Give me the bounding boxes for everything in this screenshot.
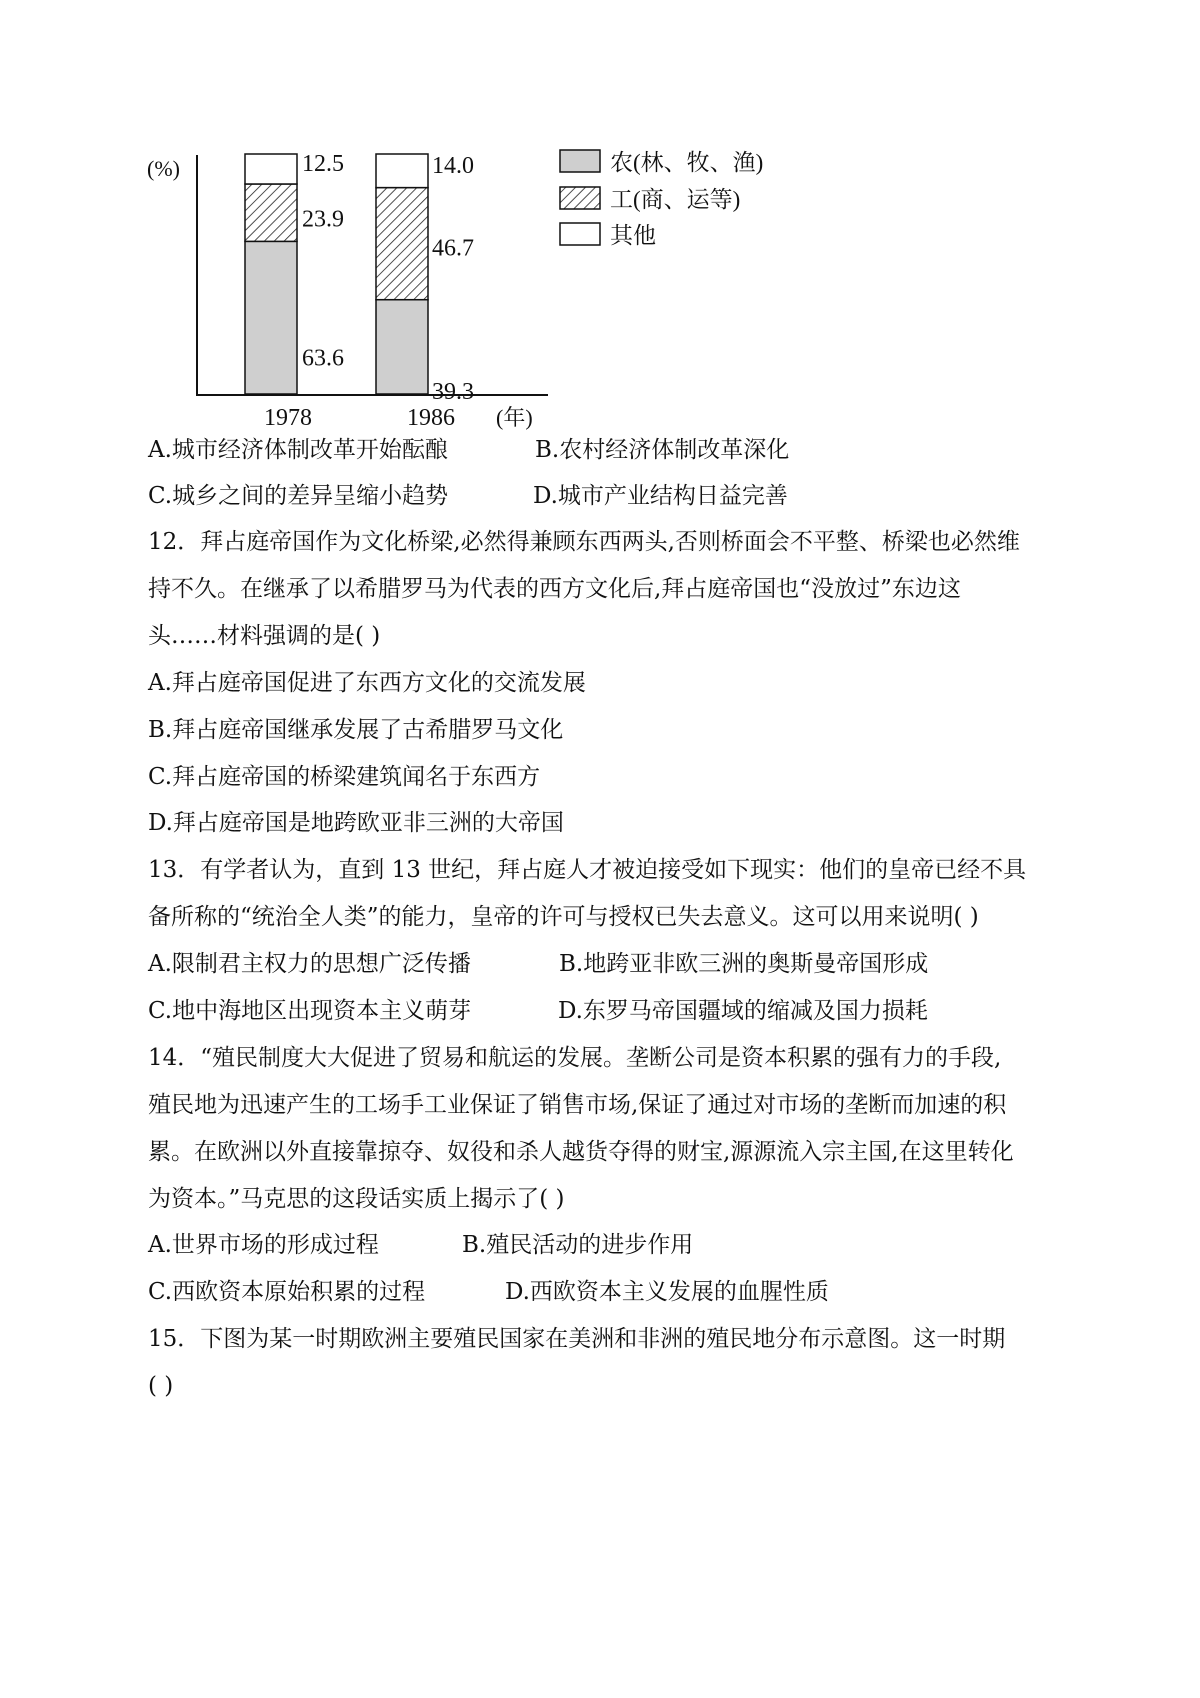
q12-stem-line-3: 头……材料强调的是( )	[148, 623, 381, 649]
bar-segment-industry-1986	[376, 188, 428, 300]
data-label-industry-1978: 23.9	[302, 206, 344, 233]
x-unit-label: (年)	[496, 405, 533, 430]
bar-segment-industry-1978	[245, 184, 297, 241]
legend-label-agriculture: 农(林、牧、渔)	[610, 150, 764, 175]
data-label-other-1986: 14.0	[432, 152, 474, 179]
q13-option-c: C.地中海地区出现资本主义萌芽	[148, 998, 472, 1024]
q13-option-d: D.东罗马帝国疆域的缩减及国力损耗	[558, 998, 928, 1024]
q14-stem-line-3: 累。在欧洲以外直接靠掠夺、奴役和杀人越货夺得的财宝,源源流入宗主国,在这里转化	[148, 1139, 1014, 1165]
data-label-other-1978: 12.5	[302, 151, 344, 177]
q14-option-d: D.西欧资本主义发展的血腥性质	[505, 1279, 829, 1305]
data-label-agriculture-1986: 39.3	[432, 378, 474, 405]
bar-segment-agriculture-1986	[376, 300, 428, 394]
data-label-agriculture-1978: 63.6	[302, 345, 344, 372]
bar-segment-other-1978	[245, 154, 297, 184]
q14-stem-line-4: 为资本。”马克思的这段话实质上揭示了( )	[148, 1186, 565, 1212]
stacked-bar-chart	[0, 0, 1200, 440]
q14-option-a: A.世界市场的形成过程	[148, 1232, 379, 1258]
q12-option-b: B.拜占庭帝国继承发展了古希腊罗马文化	[148, 717, 564, 743]
x-tick-label-1986: 1986	[407, 405, 455, 431]
q11-option-a: A.城市经济体制改革开始酝酿	[148, 437, 448, 463]
q13-stem-line-2: 备所称的“统治全人类”的能力，皇帝的许可与授权已失去意义。这可以用来说明( )	[148, 904, 979, 930]
q13-option-a: A.限制君主权力的思想广泛传播	[148, 951, 471, 977]
q14-option-b: B.殖民活动的进步作用	[462, 1232, 694, 1258]
q13-stem-line-1: 13．有学者认为，直到 13 世纪，拜占庭人才被迫接受如下现实：他们的皇帝已经不具	[148, 857, 1027, 883]
legend-swatch-other	[560, 223, 600, 245]
q12-option-d: D.拜占庭帝国是地跨欧亚非三洲的大帝国	[148, 810, 564, 836]
q13-option-b: B.地跨亚非欧三洲的奥斯曼帝国形成	[559, 951, 929, 977]
bar-segment-agriculture-1978	[245, 241, 297, 394]
q11-option-d: D.城市产业结构日益完善	[533, 483, 788, 509]
bar-segment-other-1986	[376, 154, 428, 188]
legend-label-industry: 工(商、运等)	[610, 187, 741, 212]
q12-option-c: C.拜占庭帝国的桥梁建筑闻名于东西方	[148, 764, 541, 790]
q11-option-c: C.城乡之间的差异呈缩小趋势	[148, 483, 449, 509]
q11-option-b: B.农村经济体制改革深化	[535, 437, 790, 463]
q14-stem-line-2: 殖民地为迅速产生的工场手工业保证了销售市场,保证了通过对市场的垄断而加速的积	[148, 1092, 1007, 1118]
legend-swatch-agriculture	[560, 150, 600, 172]
legend	[560, 150, 763, 248]
q14-stem-line-1: 14．“殖民制度大大促进了贸易和航运的发展。垄断公司是资本积累的强有力的手段,	[148, 1045, 1002, 1071]
q12-option-a: A.拜占庭帝国促进了东西方文化的交流发展	[148, 670, 586, 696]
bars-group	[245, 151, 474, 405]
q15-stem-line-1: 15．下图为某一时期欧洲主要殖民国家在美洲和非洲的殖民地分布示意图。这一时期	[148, 1326, 1006, 1352]
x-tick-label-1978: 1978	[264, 405, 312, 431]
data-label-industry-1986: 46.7	[432, 235, 474, 262]
y-unit-label: (%)	[147, 156, 180, 181]
legend-swatch-industry	[560, 187, 600, 209]
q12-stem-line-1: 12．拜占庭帝国作为文化桥梁,必然得兼顾东西两头,否则桥面会不平整、桥梁也必然维	[148, 529, 1020, 555]
legend-label-other: 其他	[610, 223, 656, 248]
q14-option-c: C.西欧资本原始积累的过程	[148, 1279, 426, 1305]
q15-stem-line-2: ( )	[148, 1373, 174, 1399]
q12-stem-line-2: 持不久。在继承了以希腊罗马为代表的西方文化后,拜占庭帝国也“没放过”东边这	[148, 576, 961, 602]
